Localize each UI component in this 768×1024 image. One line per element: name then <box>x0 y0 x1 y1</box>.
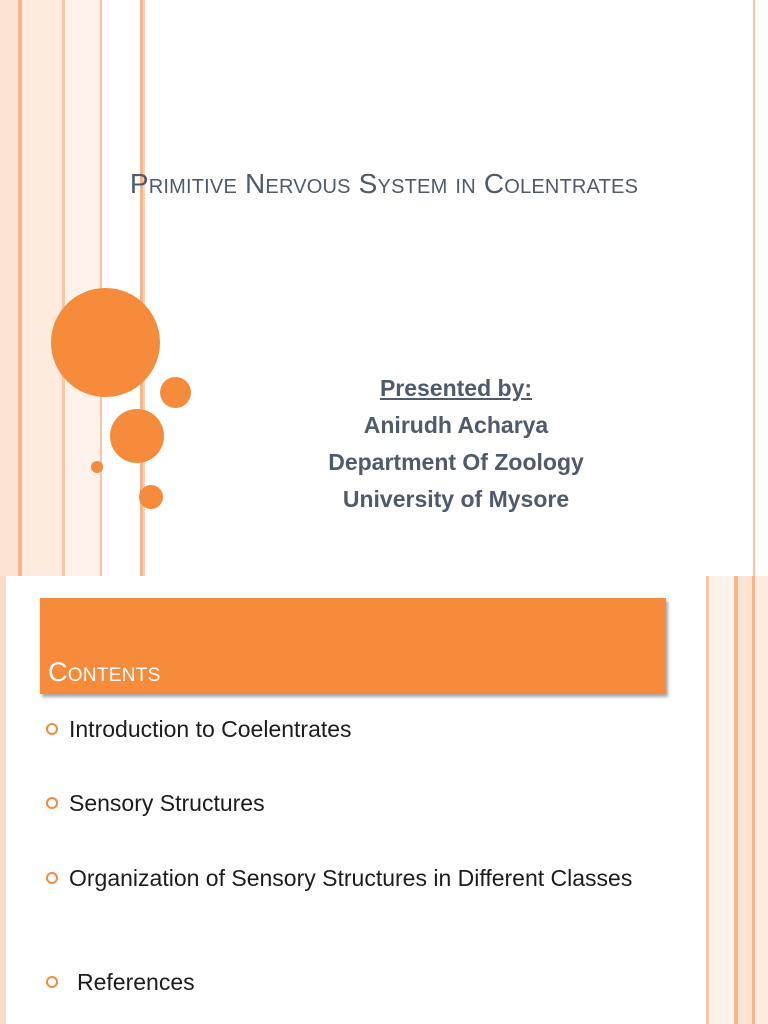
decorative-circle <box>139 485 163 509</box>
circle-bullet-icon <box>46 872 58 884</box>
contents-header <box>40 598 666 694</box>
decorative-stripe <box>22 0 62 576</box>
circle-bullet-icon <box>46 723 58 735</box>
decorative-stripe <box>0 0 18 576</box>
circle-bullet-icon <box>46 976 58 988</box>
slide-title: Primitive Nervous System in Colentrates <box>129 168 639 199</box>
decorative-circle <box>110 409 164 463</box>
decorative-stripe <box>738 576 752 1024</box>
contents-slide <box>0 576 768 1024</box>
decorative-stripe <box>0 576 6 1024</box>
contents-heading: Contents <box>48 657 161 687</box>
presenter-department: Department Of Zoology <box>328 449 584 475</box>
list-item-text: Organization of Sensory Structures in Different Classes <box>69 865 633 891</box>
decorative-stripe <box>709 576 734 1024</box>
decorative-circle <box>91 461 103 473</box>
list-item <box>46 714 666 744</box>
list-item <box>46 967 666 997</box>
presenter-name: Anirudh Acharya <box>363 412 549 438</box>
presenter-university: University of Mysore <box>342 486 570 512</box>
decorative-circle <box>51 288 160 397</box>
decorative-stripe <box>755 576 768 1024</box>
list-item-text: References <box>77 969 195 995</box>
list-item <box>46 863 666 893</box>
circle-bullet-icon <box>46 797 58 809</box>
list-item-text: Introduction to Coelentrates <box>69 716 352 742</box>
presented-by-label: Presented by: <box>379 375 533 401</box>
decorative-stripe <box>753 0 755 576</box>
list-item <box>46 788 666 818</box>
list-item-text: Sensory Structures <box>69 790 265 816</box>
decorative-circle <box>160 377 191 408</box>
presenter-block <box>296 370 616 518</box>
